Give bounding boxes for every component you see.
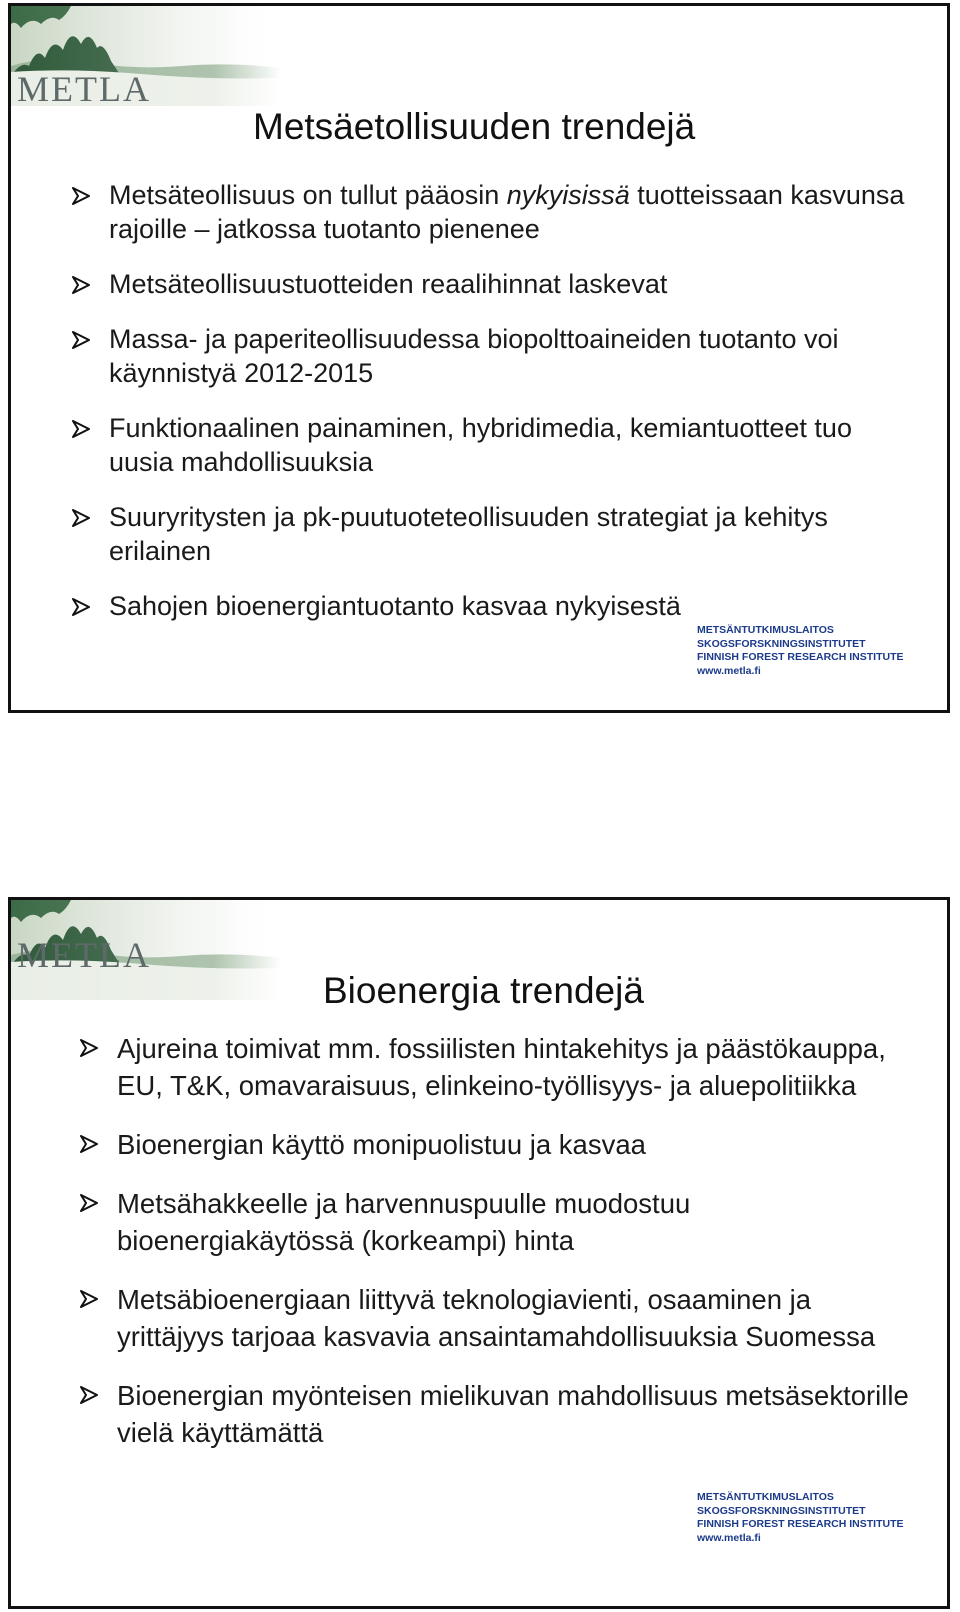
forest-banner-image (11, 900, 281, 1000)
bullet-text: Metsähakkeelle ja harvennuspuulle muodostuu bioenergiakäytössä (korkeampi) hinta (117, 1188, 691, 1256)
footer-line-sv: SKOGSFORSKNINGSINSTITUTET (697, 637, 866, 650)
footer-line-en: FINNISH FOREST RESEARCH INSTITUTE (697, 651, 904, 663)
slide-title: Bioenergia trendejä (323, 970, 644, 1011)
bullet-item (79, 1281, 919, 1355)
bullet-list (79, 1030, 919, 1473)
bullet-text: Bioenergian käyttö monipuolistuu ja kasvaa (117, 1129, 646, 1160)
arrow-bullet-icon (79, 1039, 99, 1057)
arrow-bullet-icon (71, 420, 91, 438)
bullet-text: Suuryritysten ja pk-puutuoteteollisuuden strategiat ja kehitys erilainen (109, 502, 828, 566)
arrow-bullet-icon (79, 1135, 99, 1153)
slide-title: Metsäetollisuuden trendejä (253, 106, 696, 147)
bullet-item (79, 1185, 919, 1259)
bullet-item (71, 589, 911, 623)
institute-footer (697, 1491, 904, 1545)
bullet-item (71, 267, 911, 301)
footer-line-sv: SKOGSFORSKNINGSINSTITUTET (697, 1504, 866, 1517)
metla-logo: METLA (17, 69, 151, 106)
bullet-text: Bioenergian myönteisen mielikuvan mahdollisuus metsäsektorille vielä käyttämättä (117, 1380, 909, 1448)
bullet-text: Ajureina toimivat mm. fossiilisten hintakehitys ja päästökauppa, EU, T&K, omavaraisuus, elinkeino-työllisyys- ja aluepolitiikka (117, 1033, 886, 1101)
footer-line-fi: METSÄNTUTKIMUSLAITOS (697, 624, 834, 636)
institute-footer (697, 624, 904, 678)
forest-banner-image (11, 6, 281, 106)
bullet-list (71, 178, 911, 644)
bullet-text: Funktionaalinen painaminen, hybridimedia, kemiantuotteet tuo uusia mahdollisuuksia (109, 413, 852, 477)
bullet-text: Metsäteollisuustuotteiden reaalihinnat laskevat (109, 269, 668, 299)
arrow-bullet-icon (79, 1386, 99, 1404)
footer-line-fi: METSÄNTUTKIMUSLAITOS (697, 1491, 834, 1503)
arrow-bullet-icon (71, 331, 91, 349)
bullet-text: Metsäteollisuus on tullut pääosin (109, 180, 507, 210)
bullet-item (71, 322, 911, 390)
bullet-item (71, 500, 911, 568)
bullet-text: Sahojen bioenergiantuotanto kasvaa nykyisestä (109, 591, 681, 621)
arrow-bullet-icon (79, 1194, 99, 1212)
bullet-text-continued: tuotteissaan kasvunsa rajoille – jatkossa tuotanto pienenee (109, 180, 905, 244)
arrow-bullet-icon (79, 1290, 99, 1308)
footer-line-en: FINNISH FOREST RESEARCH INSTITUTE (697, 1518, 904, 1530)
bullet-item (71, 411, 911, 479)
bullet-item (79, 1377, 919, 1451)
bullet-text: Massa- ja paperiteollisuudessa biopolttoaineiden tuotanto voi käynnistyä 2012-2015 (109, 324, 839, 388)
bullet-text: Metsäbioenergiaan liittyvä teknologiavienti, osaaminen ja yrittäjyys tarjoaa kasvavia ansaintamahdollisuuksia Suomessa (117, 1284, 876, 1352)
arrow-bullet-icon (71, 598, 91, 616)
footer-website: www.metla.fi (697, 664, 761, 677)
bullet-item (71, 178, 911, 246)
slide-forest-industry-trends (8, 3, 950, 713)
arrow-bullet-icon (71, 509, 91, 527)
metla-logo: METLA (17, 935, 151, 975)
bullet-emphasis: nykyisissä (506, 180, 630, 210)
bullet-item (79, 1030, 919, 1104)
footer-website: www.metla.fi (697, 1531, 761, 1544)
bullet-item (79, 1126, 919, 1163)
slide-bioenergy-trends (8, 897, 950, 1609)
arrow-bullet-icon (71, 276, 91, 294)
arrow-bullet-icon (71, 187, 91, 205)
